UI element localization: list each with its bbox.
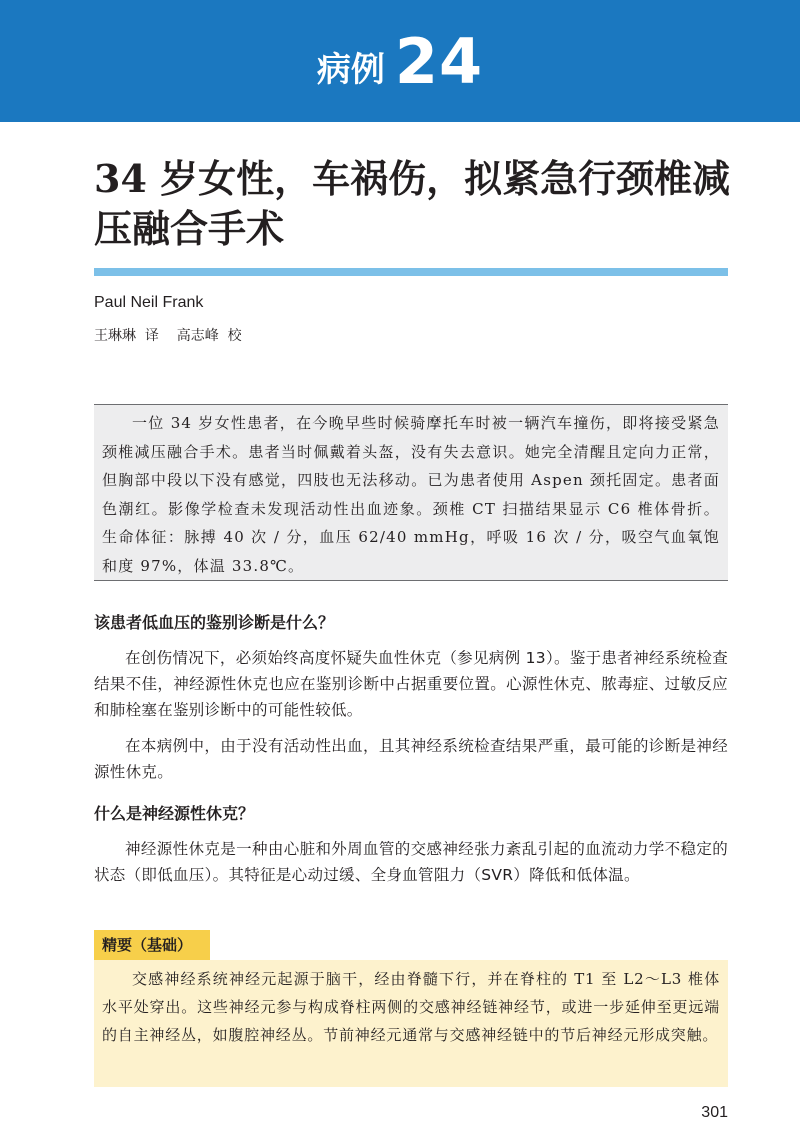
author: Paul Neil Frank [94,294,204,311]
body-paragraph: 在创伤情况下，必须始终高度怀疑失血性休克（参见病例 13）。鉴于患者神经系统检查结果不佳，神经源性休克也应在鉴别诊断中占据重要位置。心源性休克、脓毒症、过敏反应和肺栓塞在鉴别诊断中的可能性较低。 [94,649,728,719]
body-paragraph: 神经源性休克是一种由心脏和外周血管的交感神经张力紊乱引起的血流动力学不稳定的状态（即低血压）。其特征是心动过缓、全身血管阻力（SVR）降低和低体温。 [94,840,728,884]
key-point-label: 精要（基础） [94,930,210,960]
case-presentation-box: 一位 34 岁女性患者，在今晚早些时候骑摩托车时被一辆汽车撞伤，即将接受紧急颈椎减压融合手术。患者当时佩戴着头盔，没有失去意识。她完全清醒且定向力正常，但胸部中段以下没有感觉，四肢也无法移动。已为患者使用 Aspen 颈托固定。患者面色潮红。影像学检查未发现活动性出血迹象。颈椎 CT 扫描结果显示 C6 椎体骨折。生命体征：脉搏 40 次 / 分，血压 62/40 mmHg，呼吸 16 次 / 分，吸空气血氧饱和度 97%，体温 33.8℃。 [94,404,728,581]
title-divider [94,268,728,276]
case-label: 病例 [316,49,385,90]
case-number: 24 [394,24,484,98]
page-number: 301 [701,1104,728,1121]
key-point-box: 交感神经系统神经元起源于脑干，经由脊髓下行，并在脊柱的 T1 至 L2～L3 椎体水平处穿出。这些神经元参与构成脊柱两侧的交感神经链神经节，或进一步延伸至更远端的自主神经丛，如腹腔神经丛。节前神经元通常与交感神经链中的节后神经元形成突触。 [94,960,728,1087]
question-heading: 该患者低血压的鉴别诊断是什么？ [94,613,335,632]
case-heading [0,0,800,122]
body-paragraph: 在本病例中，由于没有活动性出血，且其神经系统检查结果严重，最可能的诊断是神经源性休克。 [94,737,728,781]
translator-credit: 王琳琳 译 高志峰 校 [94,328,242,344]
question-heading: 什么是神经源性休克？ [94,804,255,823]
case-title: 34 岁女性，车祸伤，拟紧急行颈椎减压融合手术 [94,156,731,251]
